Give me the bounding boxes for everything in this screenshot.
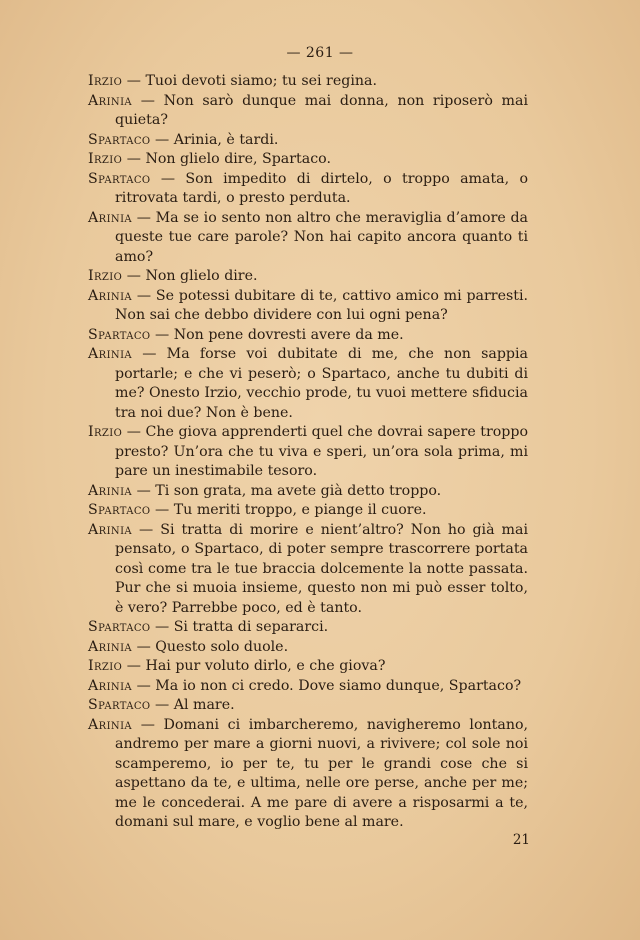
dialogue-line bbox=[88, 716, 528, 833]
speaker-name: Arinia bbox=[88, 92, 133, 109]
dialogue-line bbox=[88, 326, 528, 346]
dialogue-line bbox=[88, 92, 528, 131]
speaker-name: Spartaco bbox=[88, 170, 151, 187]
dialogue-line bbox=[88, 501, 528, 521]
dialogue-line bbox=[88, 72, 528, 92]
dialogue-line bbox=[88, 150, 528, 170]
dialogue-line bbox=[88, 618, 528, 638]
speaker-name: Spartaco bbox=[88, 502, 151, 518]
line-text: — Se potessi dubitare di te, cattivo amico mi parresti. Non sai che debbo dividere con lui ogni pena? bbox=[115, 287, 528, 323]
dialogue-line bbox=[88, 657, 528, 677]
speaker-name: Arinia bbox=[88, 677, 133, 694]
speaker-name: Spartaco bbox=[88, 619, 151, 635]
line-text: — Tu meriti troppo, e piange il cuore. bbox=[155, 502, 427, 518]
speaker-name: Spartaco bbox=[88, 697, 151, 713]
dialogue-line bbox=[88, 521, 528, 619]
speaker-name: Arinia bbox=[88, 638, 133, 655]
dialogue-line bbox=[88, 677, 528, 697]
speaker-name: Arinia bbox=[88, 287, 133, 304]
dialogue-line bbox=[88, 287, 528, 326]
line-text: — Domani ci imbarcheremo, navigheremo lontano, andremo per mare a giorni nuovi, a rivivere; col sole noi scamperemo, io per te, tu per le grandi cose che si aspettano da te, e ultima, nelle ore perse, anche per me; me le concederai. A me pare di avere a risposarmi a te, domani sul mare, e voglio bene al mare. bbox=[115, 716, 529, 830]
speaker-name: Irzio bbox=[88, 151, 123, 167]
speaker-name: Irzio bbox=[88, 268, 123, 284]
dialogue-line bbox=[88, 209, 528, 268]
line-text: — Si tratta di separarci. bbox=[155, 619, 329, 635]
signature-mark: 21 bbox=[512, 832, 530, 848]
line-text: — Questo solo duole. bbox=[136, 638, 289, 655]
dialogue-line bbox=[88, 696, 528, 716]
speaker-name: Spartaco bbox=[88, 131, 151, 148]
speaker-name: Irzio bbox=[88, 73, 123, 89]
line-text: — Son impedito di dirtelo, o troppo amata, o ritrovata tardi, o presto perduta. bbox=[115, 170, 528, 206]
speaker-name: Arinia bbox=[88, 716, 133, 733]
speaker-name: Spartaco bbox=[88, 326, 151, 343]
line-text: — Ma forse voi dubitate di me, che non sappia portarle; e che vi peserò; o Spartaco, anche tu dubiti di me? Onesto Irzio, vecchio prode, tu vuoi mettere sfiducia tra noi due? Non è bene. bbox=[115, 346, 528, 421]
line-text: — Arinia, è tardi. bbox=[155, 131, 279, 148]
speaker-name: Irzio bbox=[88, 424, 123, 440]
line-text: — Che giova apprenderti quel che dovrai sapere troppo presto? Un’ora che tu viva e speri, un’ora sola prima, mi pare un inestimabile tesoro. bbox=[115, 424, 529, 479]
line-text: — Ma io non ci credo. Dove siamo dunque, Spartaco? bbox=[136, 677, 522, 694]
line-text: — Tuoi devoti siamo; tu sei regina. bbox=[126, 73, 377, 89]
line-text: — Ti son grata, ma avete già detto troppo. bbox=[136, 482, 442, 499]
dialogue-line bbox=[88, 482, 528, 502]
dialogue-text bbox=[88, 72, 528, 833]
line-text: — Non glielo dire. bbox=[126, 268, 258, 284]
line-text: — Non sarò dunque mai donna, non riposerò mai quieta? bbox=[115, 92, 529, 128]
dialogue-line bbox=[88, 638, 528, 658]
dialogue-line bbox=[88, 170, 528, 209]
dialogue-line bbox=[88, 267, 528, 287]
page-number: — 261 — bbox=[286, 45, 354, 61]
speaker-name: Irzio bbox=[88, 658, 123, 674]
line-text: — Non pene dovresti avere da me. bbox=[155, 326, 404, 343]
dialogue-line bbox=[88, 131, 528, 151]
line-text: — Hai pur voluto dirlo, e che giova? bbox=[126, 658, 386, 674]
speaker-name: Arinia bbox=[88, 209, 133, 226]
dialogue-line bbox=[88, 345, 528, 423]
speaker-name: Arinia bbox=[88, 482, 133, 499]
line-text: — Si tratta di morire e nient’altro? Non ho già mai pensato, o Spartaco, di poter sempre trascorrere portata così come tra le tue braccia dolcemente la notte passata. Pur che si muoia insieme, questo non mi può esser tolto, è vero? Parrebbe poco, ed è tanto. bbox=[115, 521, 528, 616]
speaker-name: Arinia bbox=[88, 346, 133, 362]
speaker-name: Arinia bbox=[88, 521, 133, 538]
line-text: — Non glielo dire, Spartaco. bbox=[126, 151, 331, 167]
dialogue-line bbox=[88, 423, 528, 482]
line-text: — Al mare. bbox=[155, 697, 235, 713]
line-text: — Ma se io sento non altro che meraviglia d’amore da queste tue care parole? Non hai capito ancora quanto ti amo? bbox=[115, 209, 528, 265]
